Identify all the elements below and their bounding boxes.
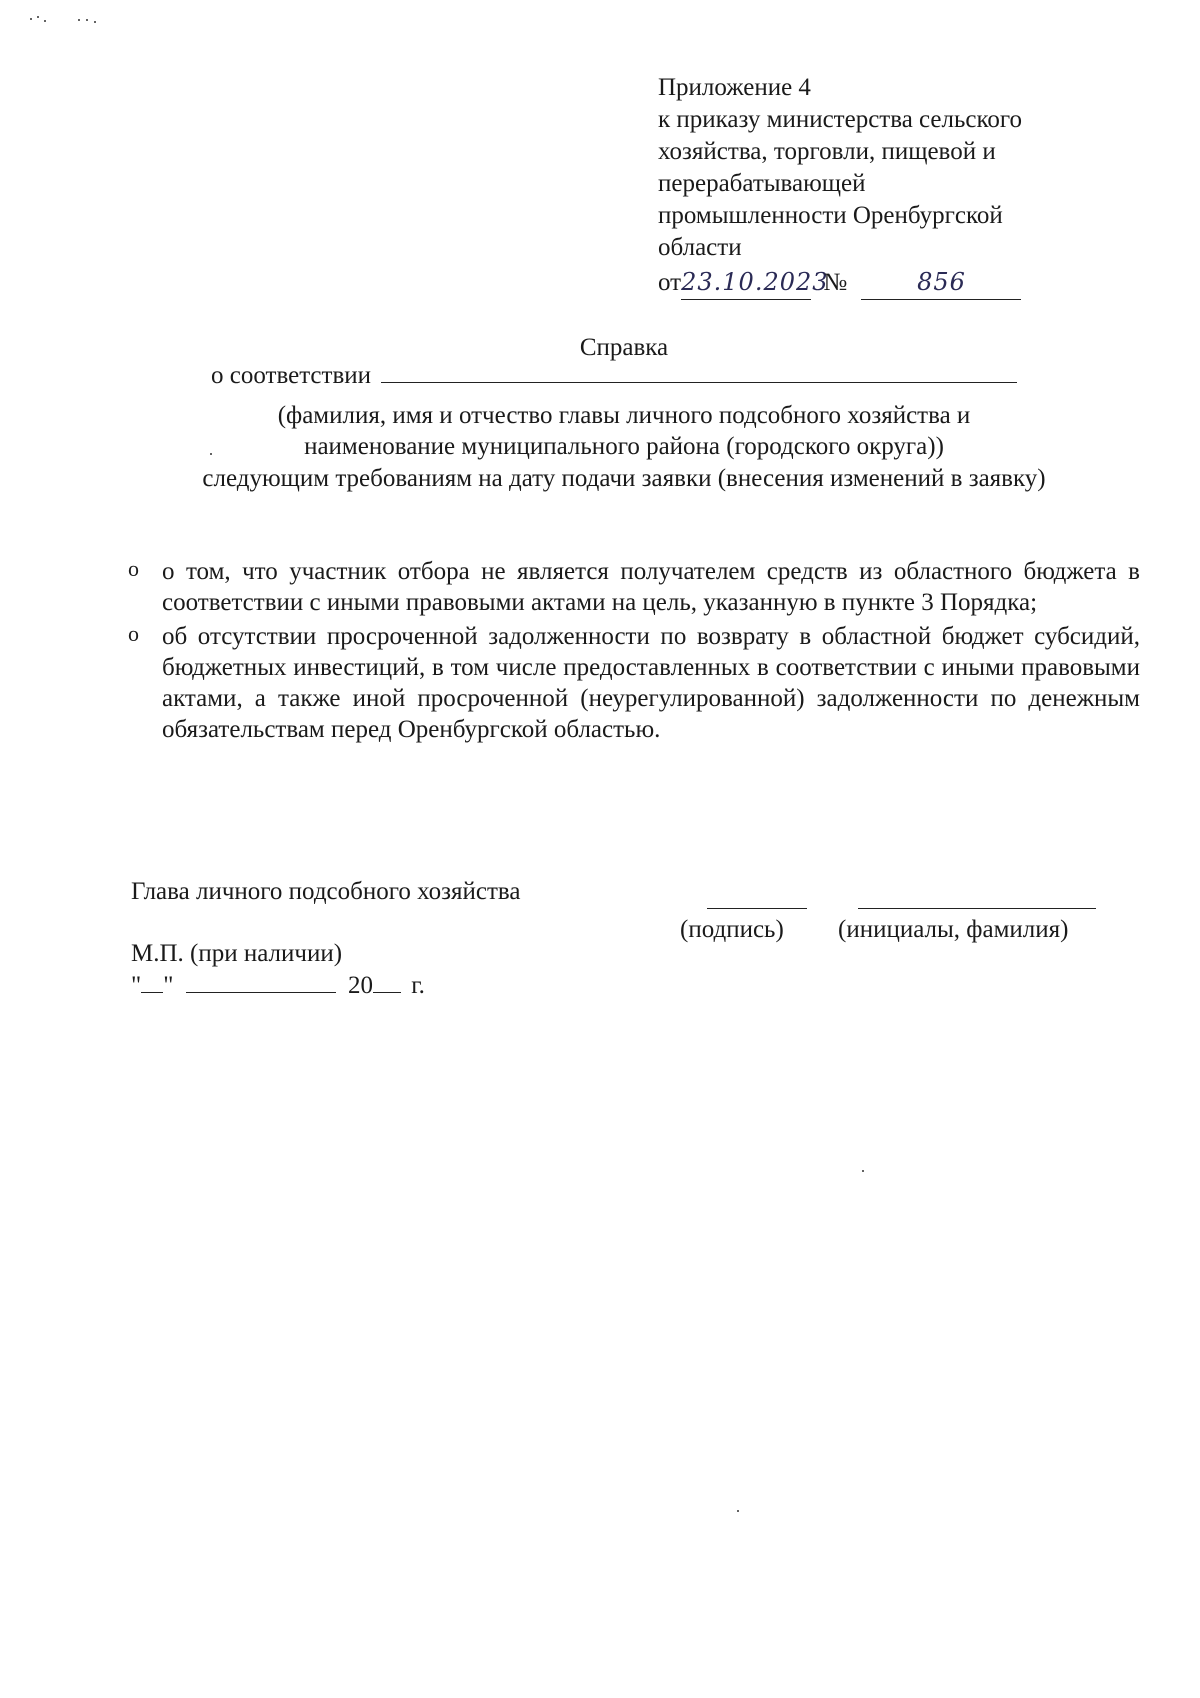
subject-prefix: о соответствии	[211, 362, 372, 389]
list-item-text: о том, что участник отбора не является получателем средств из областного бюджета в соответствии с иными правовыми актами на цель, указанную в пункте 3 Порядка;	[162, 558, 1140, 616]
signer-role: Глава личного подсобного хозяйства	[131, 878, 521, 905]
list-item	[126, 621, 1140, 745]
year-suffix: г.	[411, 972, 425, 999]
appendix-line: области	[658, 234, 742, 261]
subject-blank	[381, 360, 1017, 383]
appendix-line: к приказу министерства сельского	[658, 106, 1023, 133]
year-blank	[373, 972, 401, 993]
order-number-field	[861, 266, 1021, 300]
appendix-title: Приложение 4	[658, 74, 811, 101]
scan-speck	[862, 1170, 864, 1172]
signature-label: (подпись)	[680, 916, 784, 943]
subject-hint-line2: наименование муниципального района (городского округа))	[304, 433, 944, 460]
scan-speck	[78, 19, 80, 21]
date-close-quote: "	[163, 972, 174, 999]
list-item	[126, 556, 1140, 618]
hollow-bullet-icon: o	[128, 621, 139, 646]
scan-speck	[94, 21, 96, 23]
number-prefix: №	[823, 269, 848, 296]
appendix-header	[658, 72, 1022, 300]
document-title: Справка	[579, 334, 669, 361]
signature-line	[707, 908, 807, 909]
order-date-number-line	[658, 266, 1022, 300]
appendix-line: перерабатывающей	[658, 170, 866, 197]
order-date-field	[681, 266, 829, 300]
month-blank	[186, 972, 336, 993]
appendix-line: хозяйства, торговли, пищевой и	[658, 138, 996, 165]
subject-requirements-line: следующим требованиям на дату подачи заявки (внесения изменений в заявку)	[202, 465, 1046, 492]
subject-line	[211, 360, 1017, 392]
list-item-text: об отсутствии просроченной задолженности по возврату в областной бюджет субсидий, бюджетных инвестиций, в том числе предоставленных в соответствии с иными правовыми актами, а также иной просроченной (неурегулированной) задолженности по денежным обязательствам перед Оренбургской областью.	[162, 623, 1140, 743]
scan-speck	[86, 19, 88, 21]
handwritten-number: 856	[917, 268, 966, 296]
handwritten-date: 23.10.2023	[681, 268, 829, 296]
date-open-quote: "	[131, 972, 142, 999]
scan-speck	[30, 18, 32, 20]
year-prefix: 20	[347, 972, 373, 999]
requirements-list	[126, 556, 1140, 745]
day-blank	[141, 972, 163, 993]
appendix-line: промышленности Оренбургской	[658, 202, 1003, 229]
subject-hint-line1: (фамилия, имя и отчество главы личного подсобного хозяйства и	[277, 402, 971, 429]
stamp-note: М.П. (при наличии)	[131, 940, 343, 967]
date-line	[131, 970, 425, 1002]
date-prefix: от	[658, 269, 682, 296]
hollow-bullet-icon: o	[128, 556, 139, 581]
scan-speck	[210, 453, 212, 455]
scan-speck	[44, 20, 46, 22]
name-label: (инициалы, фамилия)	[838, 916, 1069, 943]
scan-speck	[737, 1510, 739, 1512]
name-line	[858, 908, 1096, 909]
scan-speck	[37, 16, 39, 18]
